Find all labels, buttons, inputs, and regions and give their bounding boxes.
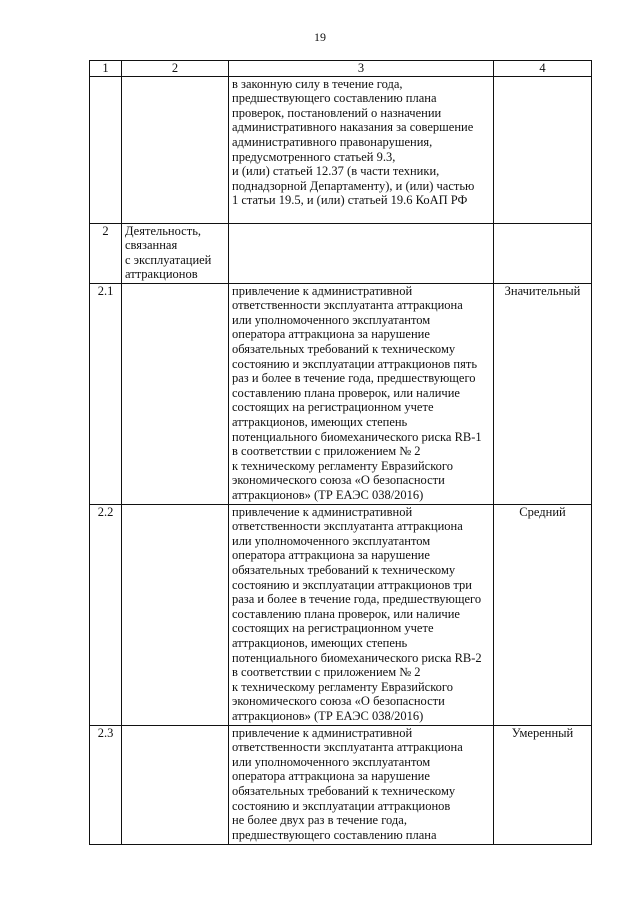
criteria-line: или уполномоченного эксплуатантом — [232, 754, 431, 769]
criteria-line: составлению плана проверок, или наличие — [232, 385, 460, 400]
criteria-cell — [229, 504, 494, 725]
criteria-cell — [229, 725, 494, 844]
criteria-line: аттракционов, имеющих степень — [232, 414, 408, 429]
criteria-line: состоящих на регистрационном учете — [232, 621, 434, 636]
criteria-line: состоянию и эксплуатации аттракционов пять — [232, 356, 478, 371]
criteria-line: раза и более в течение года, предшествующего — [232, 592, 482, 607]
criteria-line: предшествующего составлению плана — [232, 827, 437, 842]
activity-cell — [122, 223, 229, 283]
header-cell-2: 2 — [122, 61, 229, 77]
criteria-line: ответственности эксплуатанта аттракциона — [232, 740, 463, 755]
criteria-line: поднадзорной Департаменту), и (или) частью — [232, 178, 475, 193]
criteria-line: административного правонарушения, — [232, 134, 433, 149]
criteria-line: потенциального биомеханического риска RB-1 — [232, 429, 482, 444]
activity-line: связанная — [125, 238, 178, 253]
risk-level-cell — [494, 223, 592, 283]
criteria-line: состоящих на регистрационном учете — [232, 400, 434, 415]
criteria-line: аттракционов» (ТР ЕАЭС 038/2016) — [232, 708, 424, 723]
criteria-line: проверок, постановлений о назначении — [232, 105, 442, 120]
criteria-line: экономического союза «О безопасности — [232, 473, 445, 488]
row-number-cell — [90, 76, 122, 223]
criteria-line: административного наказания за совершение — [232, 120, 474, 135]
page-number: 19 — [314, 30, 326, 44]
header-cell-1: 1 — [90, 61, 122, 77]
criteria-line: обязательных требований к техническому — [232, 341, 456, 356]
criteria-line: аттракционов, имеющих степень — [232, 635, 408, 650]
table-row — [90, 725, 592, 844]
header-cell-3: 3 — [229, 61, 494, 77]
criteria-cell — [229, 76, 494, 223]
criteria-line: 1 статьи 19.5, и (или) статьей 19.6 КоАП РФ — [232, 193, 468, 208]
risk-level-cell: Средний — [494, 504, 592, 725]
activity-cell — [122, 504, 229, 725]
criteria-line: обязательных требований к техническому — [232, 783, 456, 798]
criteria-line: обязательных требований к техническому — [232, 562, 456, 577]
criteria-line: предусмотренного статьей 9.3, — [232, 149, 396, 164]
criteria-line: в соответствии с приложением № 2 — [232, 665, 421, 680]
table-row — [90, 76, 592, 223]
criteria-line: привлечение к административной — [232, 283, 413, 298]
criteria-line: не более двух раз в течение года, — [232, 813, 407, 828]
criteria-cell — [229, 283, 494, 504]
criteria-line: ответственности эксплуатанта аттракциона — [232, 298, 463, 313]
activity-line: аттракционов — [125, 267, 198, 282]
criteria-line: привлечение к административной — [232, 504, 413, 519]
criteria-line: аттракционов» (ТР ЕАЭС 038/2016) — [232, 487, 424, 502]
criteria-line: оператора аттракциона за нарушение — [232, 769, 430, 784]
row-number-cell: 2.2 — [90, 504, 122, 725]
criteria-line: привлечение к административной — [232, 725, 413, 740]
risk-level-cell: Умеренный — [494, 725, 592, 844]
activity-line: с эксплуатацией — [125, 252, 212, 267]
criteria-line: экономического союза «О безопасности — [232, 694, 445, 709]
criteria-line: в соответствии с приложением № 2 — [232, 444, 421, 459]
activity-cell — [122, 725, 229, 844]
risk-criteria-table — [89, 60, 592, 845]
risk-level-cell — [494, 76, 592, 223]
criteria-line: раз и более в течение года, предшествующего — [232, 371, 476, 386]
criteria-line: составлению плана проверок, или наличие — [232, 606, 460, 621]
risk-level-cell: Значительный — [494, 283, 592, 504]
row-number-cell: 2.1 — [90, 283, 122, 504]
row-number-cell: 2.3 — [90, 725, 122, 844]
activity-line: Деятельность, — [125, 223, 202, 238]
table-row — [90, 504, 592, 725]
criteria-line: к техническому регламенту Евразийского — [232, 458, 453, 473]
criteria-line: состоянию и эксплуатации аттракционов — [232, 798, 451, 813]
criteria-line: оператора аттракциона за нарушение — [232, 548, 430, 563]
table-row — [90, 223, 592, 283]
criteria-line: состоянию и эксплуатации аттракционов три — [232, 577, 472, 592]
criteria-line: или уполномоченного эксплуатантом — [232, 533, 431, 548]
activity-cell — [122, 283, 229, 504]
criteria-line: или уполномоченного эксплуатантом — [232, 312, 431, 327]
row-number-cell: 2 — [90, 223, 122, 283]
criteria-cell — [229, 223, 494, 283]
criteria-line: предшествующего составлению плана — [232, 91, 437, 106]
criteria-line: в законную силу в течение года, — [232, 76, 403, 91]
table-row — [90, 283, 592, 504]
criteria-line: ответственности эксплуатанта аттракциона — [232, 519, 463, 534]
header-cell-4: 4 — [494, 61, 592, 77]
criteria-line: к техническому регламенту Евразийского — [232, 679, 453, 694]
table-header-row — [90, 61, 592, 77]
criteria-line: оператора аттракциона за нарушение — [232, 327, 430, 342]
criteria-line: потенциального биомеханического риска RB-2 — [232, 650, 482, 665]
activity-cell — [122, 76, 229, 223]
criteria-line: и (или) статьей 12.37 (в части техники, — [232, 164, 440, 179]
